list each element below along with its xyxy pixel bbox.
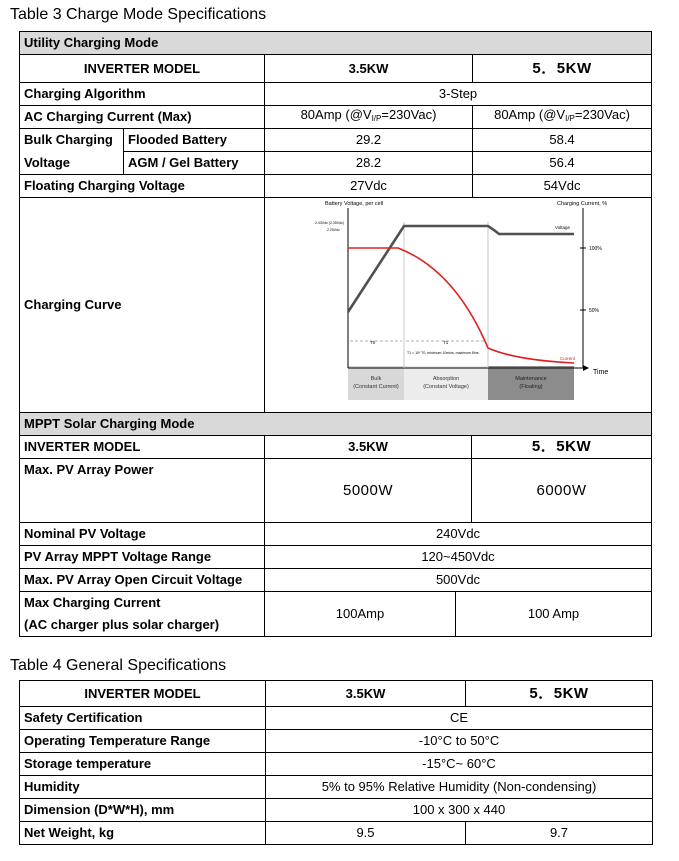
phase-absorption-box bbox=[404, 366, 488, 400]
floating-b: 54Vdc bbox=[473, 175, 652, 198]
t1-note: T1 = 10* T0, minimum 10mins, maximum 8hrs bbox=[407, 351, 479, 355]
bulk-voltage-label-2: 2.25Vdc bbox=[327, 228, 340, 232]
curve-label: Charging Curve bbox=[20, 198, 265, 413]
ac-current-b bbox=[473, 106, 652, 129]
agm-b: 56.4 bbox=[473, 152, 652, 175]
open-circuit-label: Max. PV Array Open Circuit Voltage bbox=[20, 569, 265, 592]
right-axis-title: Charging Current, % bbox=[557, 201, 608, 207]
bulk-label-1: Bulk Charging bbox=[20, 129, 124, 152]
ac-current-a-pre: 80Amp (@V bbox=[300, 107, 372, 122]
mppt-mode-header: MPPT Solar Charging Mode bbox=[20, 413, 652, 436]
ac-current-a-sub: I/P bbox=[371, 114, 382, 123]
algorithm-label: Charging Algorithm bbox=[20, 83, 265, 106]
op-temp-value: -10°C to 50°C bbox=[266, 730, 653, 753]
humidity-label: Humidity bbox=[20, 776, 266, 799]
bulk-voltage-label-1: 2.43Vdc (2.35Vdc) bbox=[315, 221, 344, 225]
agm-a: 28.2 bbox=[265, 152, 473, 175]
max-charging-a: 100Amp bbox=[265, 592, 456, 637]
gen-model-b: 5．5KW bbox=[466, 681, 653, 707]
time-arrow-icon bbox=[583, 365, 589, 371]
phase-maintenance-box bbox=[488, 366, 574, 400]
max-charging-b: 100 Amp bbox=[456, 592, 652, 637]
humidity-value: 5% to 95% Relative Humidity (Non-condensing) bbox=[266, 776, 653, 799]
storage-label: Storage temperature bbox=[20, 753, 266, 776]
weight-label: Net Weight, kg bbox=[20, 822, 266, 845]
mppt-model-label: INVERTER MODEL bbox=[20, 436, 265, 459]
weight-a: 9.5 bbox=[266, 822, 466, 845]
nominal-pv-label: Nominal PV Voltage bbox=[20, 523, 265, 546]
time-label: Time bbox=[593, 369, 609, 376]
t1-label: T1 bbox=[443, 340, 449, 345]
max-charging-label bbox=[20, 592, 265, 637]
phase-bulk-box bbox=[348, 366, 404, 400]
phase-absorption-line2: (Constant Voltage) bbox=[423, 384, 469, 390]
bulk-label-2: Voltage bbox=[20, 152, 124, 175]
mppt-range-value: 120~450Vdc bbox=[265, 546, 652, 569]
ac-current-b-pre: 80Amp (@V bbox=[494, 107, 566, 122]
op-temp-label: Operating Temperature Range bbox=[20, 730, 266, 753]
ac-current-label: AC Charging Current (Max) bbox=[20, 106, 265, 129]
flooded-b: 58.4 bbox=[473, 129, 652, 152]
phase-maintenance-line1: Maintenance bbox=[515, 376, 547, 382]
phase-maintenance-line2: (Floating) bbox=[519, 384, 543, 390]
general-spec-table bbox=[19, 680, 653, 845]
pct-100-label: 100% bbox=[589, 246, 602, 252]
model-a: 3.5KW bbox=[265, 55, 473, 83]
left-axis-title: Battery Voltage, per cell bbox=[325, 201, 384, 207]
safety-value: CE bbox=[266, 707, 653, 730]
charge-mode-table bbox=[19, 31, 652, 436]
nominal-pv-value: 240Vdc bbox=[265, 523, 652, 546]
pv-power-a: 5000W bbox=[265, 459, 472, 523]
model-label: INVERTER MODEL bbox=[20, 55, 265, 83]
ac-current-a-post: =230Vac) bbox=[381, 107, 437, 122]
mppt-model-a: 3.5KW bbox=[265, 436, 472, 459]
weight-b: 9.7 bbox=[466, 822, 653, 845]
utility-mode-header: Utility Charging Mode bbox=[20, 32, 652, 55]
flooded-label: Flooded Battery bbox=[124, 129, 265, 152]
algorithm-value: 3-Step bbox=[265, 83, 652, 106]
charging-curve-cell bbox=[265, 198, 652, 413]
phase-bulk-line2: (Constant Current) bbox=[353, 384, 399, 390]
dimension-label: Dimension (D*W*H), mm bbox=[20, 799, 266, 822]
pv-power-label: Max. PV Array Power bbox=[20, 459, 265, 523]
table4-caption: Table 4 General Specifications bbox=[10, 657, 227, 674]
mppt-model-b: 5．5KW bbox=[472, 436, 652, 459]
voltage-series-label: Voltage bbox=[555, 225, 571, 230]
floating-label: Floating Charging Voltage bbox=[20, 175, 265, 198]
model-b: 5．5KW bbox=[473, 55, 652, 83]
ac-current-b-post: =230Vac) bbox=[574, 107, 630, 122]
t0-label: T0 bbox=[370, 340, 376, 345]
phase-absorption-line1: Absorption bbox=[432, 376, 460, 382]
max-charging-label-line2: (AC charger plus solar charger) bbox=[24, 617, 220, 632]
current-curve bbox=[348, 248, 574, 363]
pv-power-b: 6000W bbox=[472, 459, 652, 523]
ac-current-a bbox=[265, 106, 473, 129]
table3-caption: Table 3 Charge Mode Specifications bbox=[10, 6, 267, 23]
max-charging-label-line1: Max Charging Current bbox=[24, 595, 161, 610]
dimension-value: 100 x 300 x 440 bbox=[266, 799, 653, 822]
flooded-a: 29.2 bbox=[265, 129, 473, 152]
mppt-table bbox=[19, 435, 652, 637]
gen-model-a: 3.5KW bbox=[266, 681, 466, 707]
charging-curve-diagram bbox=[265, 198, 651, 408]
ac-current-b-sub: I/P bbox=[565, 114, 575, 123]
phase-bulk-line1: Bulk bbox=[370, 376, 382, 382]
agm-label: AGM / Gel Battery bbox=[124, 152, 265, 175]
current-series-label: Current bbox=[560, 356, 576, 361]
pct-50-label: 50% bbox=[589, 308, 600, 314]
floating-a: 27Vdc bbox=[265, 175, 473, 198]
open-circuit-value: 500Vdc bbox=[265, 569, 652, 592]
storage-value: -15°C~ 60°C bbox=[266, 753, 653, 776]
safety-label: Safety Certification bbox=[20, 707, 266, 730]
gen-model-label: INVERTER MODEL bbox=[20, 681, 266, 707]
mppt-range-label: PV Array MPPT Voltage Range bbox=[20, 546, 265, 569]
